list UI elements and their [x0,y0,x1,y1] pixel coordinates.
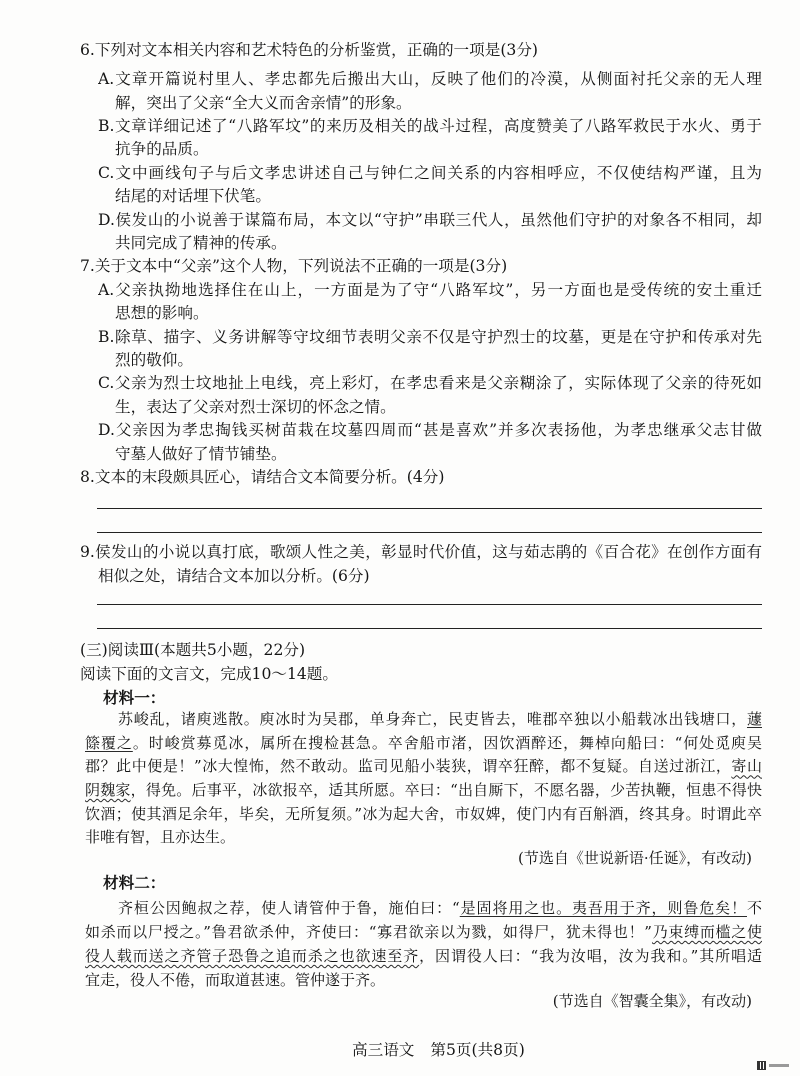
question-6-option-c: C.文中画线句子与后文孝忠讲述自己与钟仁之间关系的内容相呼应，不仅使结构严谨，且为 [98,163,762,182]
section-3-instruction: 阅读下面的文言文，完成10～14题。 [80,664,338,683]
question-6-option-d-line-2: 共同完成了精神的传承。 [115,234,287,253]
question-6-stem: 6.下列对文本相关内容和艺术特色的分析鉴赏，正确的一项是(3分) [80,41,538,60]
wavy-underlined-segment: 役人载而送之齐管子恐鲁之追而杀之也欲速至齐 [85,947,420,965]
underlined-segment: 寄山 [731,757,762,776]
text-segment: 如杀而以尸授之。”鲁君欲杀仲，齐使曰：“寡君欲亲以为戮，如得尸，犹未得也！” [85,923,652,941]
material-2-line [85,944,762,968]
underlined-segment: 阴魏家 [85,780,131,799]
material-1-text [0,708,800,850]
text-segment: 苏峻乱，诸庾逃散。庾冰时为吴郡，单身奔亡，民吏皆去，唯郡卒独以小船载冰出钱塘口， [118,710,747,729]
qr-code-icon [757,1061,766,1070]
question-7-option-d-line-2: 守墓人做好了情节铺垫。 [115,444,287,463]
question-6-option-b: B.文章详细记述了“八路军坟”的来历及相关的战斗过程，高度赞美了八路军救民于水火、勇于 [98,117,762,136]
material-2-label: 材料二： [103,873,166,893]
material-1-line [85,779,762,803]
footer-page-number: 第5页(共8页) [430,1041,525,1059]
question-7-option-a-line-2: 思想的影响。 [115,304,209,323]
material-2-line [85,920,762,944]
questions-6-to-8 [0,68,800,489]
scanner-badge-icon [757,1061,789,1071]
material-1-line [85,732,762,756]
badge-bar [769,1064,789,1067]
material-2-label-block [0,871,165,896]
material-1-line [85,755,762,779]
question-8-answer-line [97,508,762,509]
question-9-answer-line [97,604,762,605]
question-9-block [0,541,800,588]
page-footer [352,1038,525,1062]
text-segment: 宜走，役人不倦，而取道甚速。管仲遂于齐。 [85,971,386,989]
question-7-option-a: A.父亲执拗地选择住在山上，一方面是为了守“八路军坟”，另一方面也是受传统的安土重迁 [98,280,762,299]
question-6-option-b-line-2: 抗争的品质。 [115,140,209,159]
question-6-option-c-line-2: 结尾的对话埋下伏笔。 [115,187,271,206]
material-2-source: (节选自《智囊全集》，有改动) [552,992,752,1010]
question-7-option-c: C.父亲为烈士坟地扯上电线，亮上彩灯，在孝忠看来是父亲糊涂了，实际体现了父亲的待死如 [98,374,762,393]
underlined-segment: 蘧 [746,710,762,729]
question-8-stem: 8.文本的末段颇具匠心，请结合文本简要分析。(4分) [80,467,445,486]
question-6-option-a-line-2: 解，突出了父亲“全大义而舍亲情”的形象。 [115,93,412,112]
question-7-option-b: B.除草、描字、义务讲解等守坟细节表明父亲不仅是守护烈士的坟墓，更是在守护和传承对先 [98,327,762,346]
question-7-stem: 7.关于文本中“父亲”这个人物，下列说法不正确的一项是(3分) [80,257,508,276]
question-6-option-a: A.文章开篇说村里人、孝忠都先后搬出大山，反映了他们的冷漠，从侧面衬托父亲的无人理 [98,70,762,89]
material-1-label: 材料一： [103,688,166,708]
text-segment: 。时峻赏募觅冰，属所在搜检甚急。卒舍船市渚，因饮酒醉还，舞棹向船曰：“何处觅庾吴 [132,733,762,752]
underlined-segment: 是固将用之也。夷吾用于齐，则鲁危矣！ [459,899,747,917]
material-1-line [118,708,762,732]
question-7-option-b-line-2: 烈的敬仰。 [115,350,193,369]
text-segment: 不 [746,899,762,917]
footer-subject: 高三语文 [352,1041,415,1059]
material-2-line [118,896,762,920]
question-6-option-d: D.侯发山的小说善于谋篇布局，本文以“守护”串联三代人，虽然他们守护的对象各不相同，却 [98,210,762,229]
question-7-option-c-line-2: 生，表达了父亲对烈士深切的怀念之情。 [115,397,396,416]
material-1-line [85,803,762,827]
section-3-header [0,639,800,710]
underlined-segment: 篨覆之 [85,733,133,752]
text-segment: ，因谓役人曰：“我为汝唱，汝为我和。”其所唱适 [419,947,762,965]
question-9-stem-line-2: 相似之处，请结合文本加以分析。(6分) [98,566,370,585]
material-1-source: (节选自《世说新语·任诞》，有改动) [518,849,752,867]
text-segment: 非唯有智，且亦达生。 [85,828,236,847]
material-2-text [0,896,800,992]
wavy-underlined-segment: 乃束缚而槛之使 [651,923,762,941]
question-9-answer-line [97,628,762,629]
section-3-heading: (三)阅读Ⅲ(本题共5小题，22分) [80,641,306,660]
text-segment: ，得免。后事平，冰欲报卒，适其所愿。卒曰：“出自厮下，不愿名器，少苦执鞭，恒患不得快 [130,780,762,799]
text-segment: 郡？此中便是！”冰大惶怖，然不敢动。监司见船小装狭，谓卒狂醉，都不复疑。自送过浙江， [85,757,732,776]
text-segment: 饮酒；使其酒足余年，毕矣，无所复须。”冰为起大舍，市奴婢，使门内有百斛酒，终其身。时谓此卒 [85,804,762,823]
question-8-answer-line [97,532,762,533]
question-9-stem: 9.侯发山的小说以真打底，歌颂人性之美，彰显时代价值，这与茹志鹃的《百合花》在创作方面有 [80,543,762,562]
question-6-stem-block [0,39,800,62]
question-7-option-d: D.父亲因为孝忠掏钱买树苗栽在坟墓四周而“甚是喜欢”并多次表扬他，为孝忠继承父志甘做 [98,421,762,440]
text-segment: 齐桓公因鲍叔之荐，使人请管仲于鲁，施伯曰：“ [118,899,460,917]
